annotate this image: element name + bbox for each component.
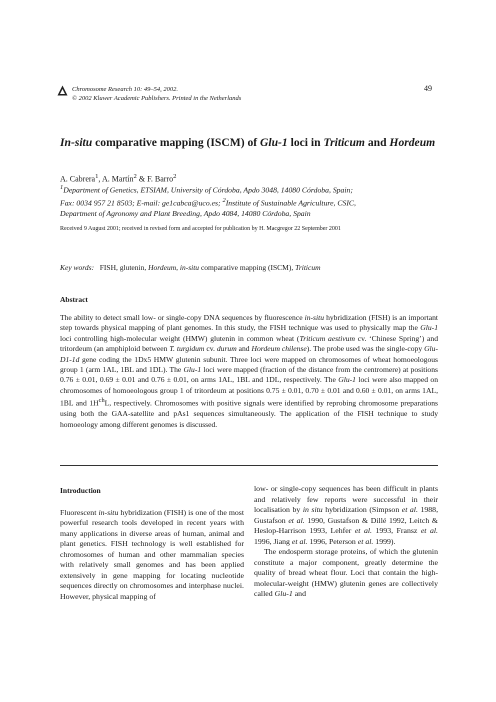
abstract-text: The ability to detect small low- or single-copy DNA sequences by fluorescence in-situ hybridization (FISH) is an important step towards physical mapping of plant genomes. In this study, the FISH technique was used to physically map the Glu-1 loci controlling high-molecular weight (HMW) glutenin in common wheat (Triticum aestivum cv. ‘Chinese Spring’) and tritordeum (an amphiploid between T. turgidum cv. durum and Hordeum chilense). The probe used was the single-copy Glu-D1-1d gene coding the 1Dx5 HMW glutenin subunit. Three loci were mapped on chromosomes of wheat homoeologous group 1 (arm 1AL, 1BL and 1DL). The Glu-1 loci were mapped (fraction of the distance from the centromere) at positions 0.76 ± 0.01, 0.69 ± 0.01 and 0.76 ± 0.01, on arms 1AL, 1BL and 1DL, respectively. The Glu-1 loci were also mapped on chromosomes of homoeologous group 1 of tritordeum at positions 0.75 ± 0.01, 0.70 ± 0.01 and 0.60 ± 0.01, on arms 1AL, 1BL and $1H^{ch}L$, respectively. Chromosomes with positive signals were identified by reprobing chromosome preparations using both the GAA-satellite and pAs1 sequences simultaneously. The application of the FISH technique to study homoeology among different genomes is discussed. — [60, 313, 439, 429]
intro-paragraph-2: The endosperm storage proteins, of which the glutenin constitute a major component, greatly determine the quality of bread wheat flour. Loci that contain the high-molecular-weight (HMW) glutenin genes are collectively called Glu-1 and — [254, 547, 438, 599]
introduction-heading: Introduction — [60, 486, 101, 495]
journal-citation: Chromosome Research 10: 49–54, 2002. — [72, 86, 179, 93]
section-divider — [60, 465, 438, 466]
body-column-left — [60, 486, 244, 602]
abstract-heading: Abstract — [60, 295, 88, 304]
journal-header — [72, 85, 372, 103]
body-column-right — [254, 484, 438, 600]
intro-paragraph-1: Fluorescent in-situ hybridization (FISH) is one of the most powerful research tools developed in recent years with many applications in diverse areas of human, animal and plant genetics. FISH technology is well established for chromosomes of human and other mammalian species with relatively small genomes and has been applied extensively in gene mapping for locating nucleotide sequences directly on chromosomes and interphase nuclei. However, physical mapping of — [60, 507, 245, 601]
intro-paragraph-1-continued: low- or single-copy sequences has been difficult in plants and relatively few reports were successful in their localisation by in situ hybridization (Simpson et al. 1988, Gustafson et al. 1990, Gustafson & Dillé 1992, Leitch & Heslop-Harrison 1993, Lehfer et al. 1993, Fransz et al. 1996, Jiang et al. 1996, Peterson et al. 1999). — [254, 484, 439, 546]
paper-title: In-situ comparative mapping (ISCM) of Glu-1 loci in Triticum and Hordeum — [60, 136, 436, 149]
received-dates: Received 9 August 2001; received in revised form and accepted for publication by H. Macgregor 22 September 2001 — [60, 226, 341, 232]
publisher-logo-icon — [57, 85, 68, 96]
journal-copyright: © 2002 Kluwer Academic Publishers. Printed in the Netherlands — [72, 95, 242, 102]
page-number: 49 — [424, 84, 432, 93]
keywords: Key words: FISH, glutenin, Hordeum, in-situ comparative mapping (ISCM), Triticum — [60, 263, 321, 272]
author-list: A. Cabrera$^1$, A. Martín$^2$ & F. Barro$^2$ — [60, 173, 177, 184]
affiliations: $^1$Department of Genetics, ETSIAM, University of Córdoba, Apdo 3048, 14080 Córdoba, Spain; Fax: 0034 957 21 8503; E-mail: ge1cabca@uco.es; $^2$Institute of Sustainable Agriculture, CSIC, Department of Agronomy and Plant Breeding, Apdo 4084, 14080 Córdoba, Spain — [60, 184, 356, 219]
